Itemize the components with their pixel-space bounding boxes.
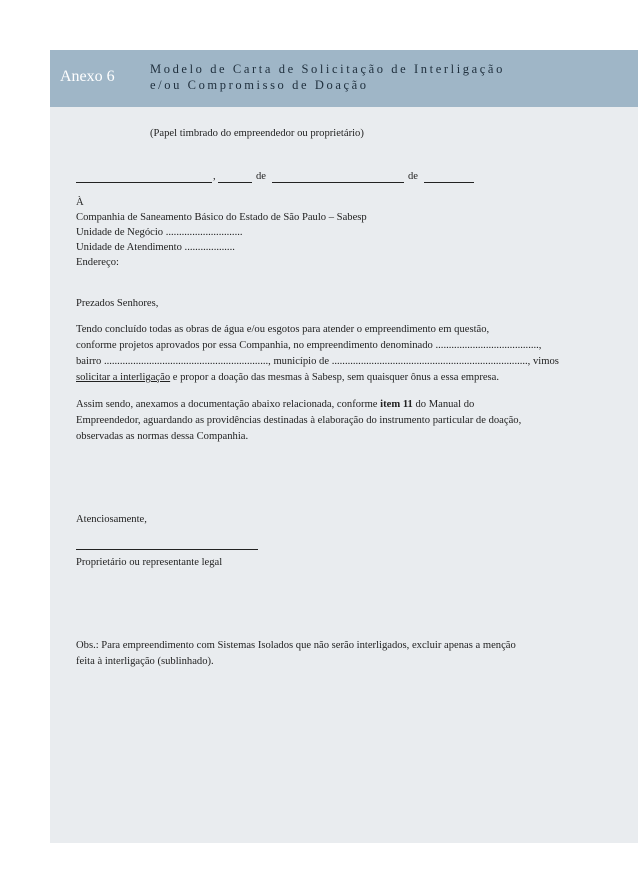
signature-label: Proprietário ou representante legal — [76, 557, 223, 568]
recipient-service-unit: Unidade de Atendimento ................... — [76, 242, 235, 253]
paragraph-2-line-3: observadas as normas dessa Companhia. — [76, 431, 249, 442]
greeting: Prezados Senhores, — [76, 298, 159, 309]
interligacao-underlined: solicitar a interligação — [76, 372, 171, 383]
signature-line — [76, 549, 258, 550]
recipient-to: À — [76, 197, 84, 208]
note-line-1: Obs.: Para empreendimento com Sistemas Isolados que não serão interligados, excluir apenas a menção — [76, 640, 516, 651]
paragraph-1-line-4 — [76, 370, 499, 386]
document-title — [150, 61, 505, 93]
note-line-2: feita à interligação (sublinhado). — [76, 656, 214, 667]
annex-label: Anexo 6 — [60, 68, 115, 85]
day-blank — [218, 182, 252, 183]
paragraph-2-line-1-a: Assim sendo, anexamos a documentação abaixo relacionada, conforme — [76, 399, 381, 410]
month-blank — [272, 182, 404, 183]
item-11-bold: item 11 — [380, 399, 413, 410]
paragraph-2-line-2: Empreendedor, aguardando as providências destinadas à elaboração do instrumento particular de doação, — [76, 415, 522, 426]
year-blank — [424, 182, 474, 183]
paragraph-2-line-1 — [76, 397, 474, 413]
paragraph-1-line-2: conforme projetos aprovados por essa Companhia, no empreendimento denominado ......................................., — [76, 340, 542, 351]
paragraph-1-line-1: Tendo concluído todas as obras de água e/ou esgotos para atender o empreendimento em questão, — [76, 324, 490, 335]
letter-body — [50, 107, 638, 843]
date-comma: , — [213, 171, 216, 182]
title-line-1: Modelo de Carta de Solicitação de Interligação — [150, 62, 505, 76]
recipient-company: Companhia de Saneamento Básico do Estado de São Paulo – Sabesp — [76, 212, 367, 223]
letterhead-note: (Papel timbrado do empreendedor ou proprietário) — [150, 128, 364, 139]
paragraph-2-line-1-b: do Manual do — [412, 399, 475, 410]
annex-header — [50, 50, 638, 107]
closing: Atenciosamente, — [76, 514, 147, 525]
paragraph-1-line-3: bairro .............................................................., município de .........................................................................., vimos — [76, 356, 559, 367]
date-de-1: de — [256, 171, 266, 182]
recipient-address: Endereço: — [76, 257, 119, 268]
title-line-2: e/ou Compromisso de Doação — [150, 78, 369, 92]
place-blank — [76, 182, 212, 183]
recipient-business-unit: Unidade de Negócio ............................. — [76, 227, 243, 238]
date-de-2: de — [408, 171, 418, 182]
paragraph-1-line-4-rest: e propor a doação das mesmas à Sabesp, sem quaisquer ônus a essa empresa. — [170, 372, 500, 383]
